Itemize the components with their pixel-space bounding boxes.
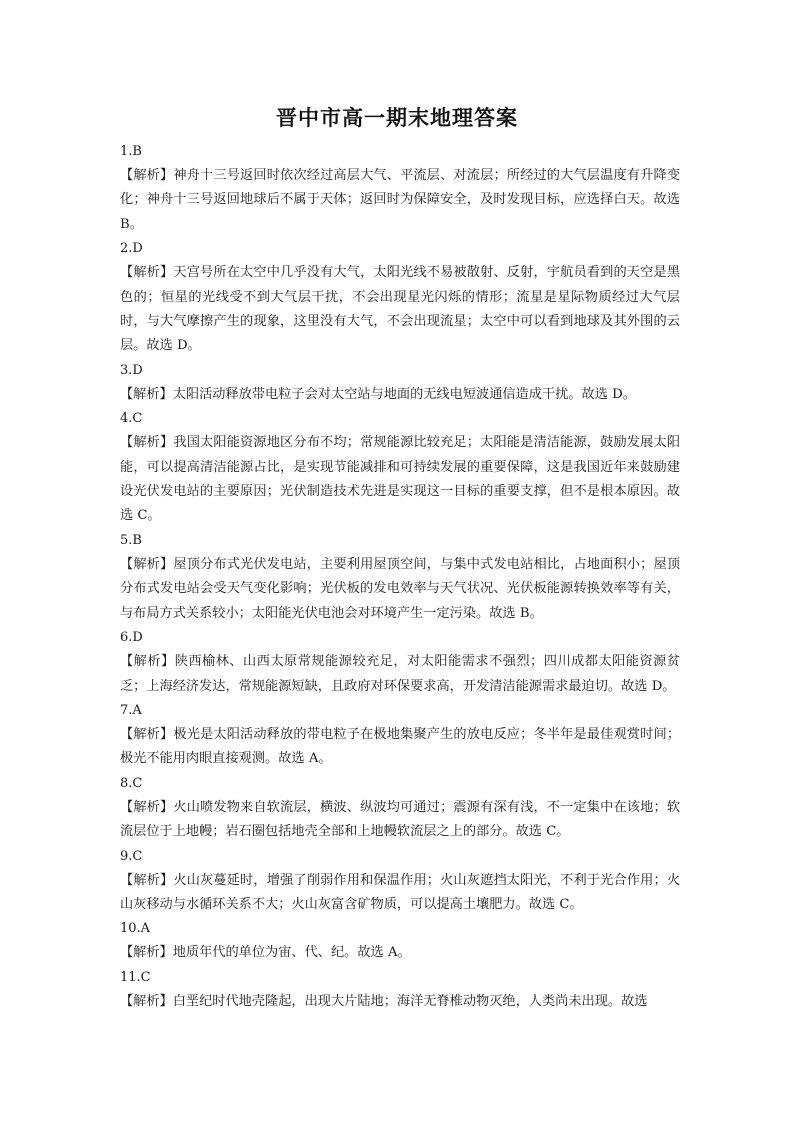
answer-explanation	[120, 941, 680, 965]
analysis-tag: 【解析】	[120, 386, 173, 402]
answer-explanation	[120, 553, 680, 626]
answer-number: 5.B	[120, 532, 142, 548]
analysis-tag: 【解析】	[120, 435, 174, 451]
analysis-tag: 【解析】	[120, 993, 173, 1009]
analysis-tag: 【解析】	[120, 168, 174, 183]
analysis-tag: 【解析】	[120, 945, 173, 961]
answer-number: 6.D	[120, 630, 143, 646]
analysis-tag: 【解析】	[120, 799, 174, 815]
explanation-text: 神舟十三号返回时依次经过高层大气、平流层、对流层；所经过的大气层温度有升降变化；神舟十三号返回地球后不属于天体；返回时为保障安全，及时发现目标，应选择白天。故选 B。	[120, 168, 681, 232]
answer-number: 11.C	[120, 969, 151, 985]
answer-explanation	[120, 164, 680, 237]
explanation-text: 火山灰蔓延时，增强了削弱作用和保温作用；火山灰遮挡太阳光，不利于光合作用；火山灰移动与水循环关系不大；火山灰富含矿物质，可以提高土壤肥力。故选 C。	[120, 872, 681, 912]
page-title: 晋中市高一期末地理答案	[276, 105, 518, 130]
answer-explanation	[120, 383, 680, 407]
analysis-tag: 【解析】	[120, 872, 174, 888]
analysis-tag: 【解析】	[120, 654, 175, 670]
answer-number: 4.C	[120, 411, 143, 427]
answer-number: 7.A	[120, 702, 142, 718]
explanation-text: 太阳活动释放带电粒子会对太空站与地面的无线电短波通信造成干扰。故选 D。	[172, 386, 636, 402]
explanation-text: 白垩纪时代地壳隆起，出现大片陆地；海洋无脊椎动物灭绝，人类尚未出现。故选	[172, 993, 648, 1009]
explanation-text: 天宫号所在太空中几乎没有大气，太阳光线不易被散射、反射，宇航员看到的天空是黑色的；恒星的光线受不到大气层干扰，不会出现星光闪烁的情形；流星是星际物质经过大气层时，与大气摩擦产生的现象，这里没有大气，不会出现流星；太空中可以看到地球及其外围的云层。故选 D。	[120, 265, 681, 354]
analysis-tag: 【解析】	[120, 556, 174, 572]
explanation-text: 陕西榆林、山西太原常规能源较充足，对太阳能需求不强烈；四川成都太阳能资源贫乏；上海经济发达，常规能源短缺，且政府对环保要求高，开发清洁能源需求最迫切。故选 D。	[120, 654, 681, 694]
answer-number: 3.D	[120, 362, 143, 378]
answer-number: 9.C	[120, 848, 143, 864]
answer-explanation	[120, 723, 680, 772]
explanation-text: 我国太阳能资源地区分布不均；常规能源比较充足；太阳能是清洁能源，鼓励发展太阳能，可以提高清洁能源占比，是实现节能减排和可持续发展的重要保障，这是我国近年来鼓励建设光伏发电站的主要原因；光伏制造技术先进是实现这一目标的重要支撑，但不是根本原因。故选 C。	[120, 435, 681, 524]
answer-explanation	[120, 990, 680, 1014]
answer-number: 2.D	[120, 241, 143, 257]
analysis-tag: 【解析】	[120, 265, 174, 281]
answer-explanation	[120, 261, 680, 359]
answer-explanation	[120, 650, 680, 699]
explanation-text: 地质年代的单位为宙、代、纪。故选 A。	[172, 945, 411, 961]
answer-explanation	[120, 431, 680, 529]
answer-explanation	[120, 796, 680, 845]
explanation-text: 极光是太阳活动释放的带电粒子在极地集聚产生的放电反应；冬半年是最佳观赏时间；极光不能用肉眼直接观测。故选 A。	[120, 726, 681, 767]
answer-number: 8.C	[120, 775, 143, 791]
answer-list	[120, 140, 680, 1014]
explanation-text: 屋顶分布式光伏发电站，主要利用屋顶空间，与集中式发电站相比，占地面积小；屋顶分布式发电站会受天气变化影响；光伏板的发电效率与天气状况、光伏板能源转换效率等有关，与布局方式关系较小；太阳能光伏电池会对环境产生一定污染。故选 B。	[120, 556, 681, 621]
answer-number: 1.B	[120, 144, 142, 159]
answer-explanation	[120, 869, 680, 918]
explanation-text: 火山喷发物来自软流层，横波、纵波均可通过；震源有深有浅，不一定集中在该地；软流层位于上地幔；岩石圈包括地壳全部和上地幔软流层之上的部分。故选 C。	[120, 799, 681, 840]
answer-number: 10.A	[120, 921, 151, 937]
analysis-tag: 【解析】	[120, 726, 174, 742]
